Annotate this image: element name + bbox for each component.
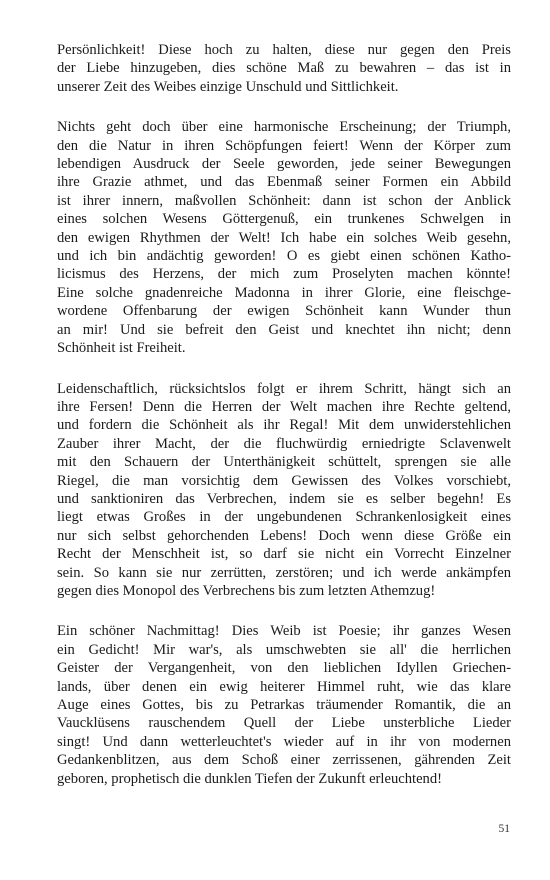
- paragraph-3: [57, 380, 511, 601]
- text-line: ein Gedicht! Mir war's, als umschwebten sie all' die herrlichen: [57, 641, 511, 658]
- text-line: Ein schöner Nachmittag! Dies Weib ist Poesie; ihr ganzes Wesen: [57, 623, 511, 640]
- paragraph-4: [57, 622, 511, 788]
- text-line: lebendigen Ausdruck der Seele geworden, jede seiner Bewegungen: [57, 156, 511, 173]
- text-line: und sanktioniren das Verbrechen, indem sie es selber begehn! Es: [57, 490, 511, 507]
- text-line: Eine solche gnadenreiche Madonna in ihrer Glorie, eine fleischge-: [57, 284, 511, 301]
- text-line: an mir! Und sie befreit den Geist und knechtet ihn nicht; denn: [57, 321, 511, 338]
- text-line: liegt etwas Großes in der ungebundenen Schrankenlosigkeit eines: [57, 509, 511, 526]
- text-line: ihre Fersen! Denn die Herren der Welt machen ihre Rechte geltend,: [57, 398, 511, 415]
- text-line: Zauber ihrer Macht, der die fluchwürdig erniedrigte Sclavenwelt: [57, 435, 511, 452]
- text-line: unserer Zeit des Weibes einzige Unschuld und Sittlichkeit.: [57, 78, 399, 95]
- text-line: Recht der Menschheit ist, so darf sie nicht ein Vorrecht Einzelner: [57, 546, 511, 563]
- text-line: der Liebe hinzugeben, dies schöne Maß zu bewahren – das ist in: [57, 60, 511, 77]
- text-line: Gedankenblitzen, aus dem Schoß einer zerrissenen, gährenden Zeit: [57, 752, 511, 769]
- text-line: eines solchen Wesens Göttergenuß, ein trunkenes Schwelgen in: [57, 211, 511, 228]
- text-line: gegen dies Monopol des Verbrechens bis zum letzten Athemzug!: [57, 582, 436, 599]
- paragraph-2: [57, 118, 511, 357]
- text-line: und ich bin andächtig geworden! O es giebt einen schönen Katho-: [57, 248, 511, 265]
- text-line: licismus des Herzens, der mich zum Proselyten machen könnte!: [57, 266, 511, 283]
- page-number: 51: [498, 823, 510, 835]
- text-line: sein. So kann sie nur zerrütten, zerstören; und ich werde ankämpfen: [57, 564, 511, 581]
- text-line: singt! Und dann wetterleuchtet's wieder auf in ihr von modernen: [57, 733, 511, 750]
- text-line: ist ihrer innern, maßvollen Schönheit: dann ist schon der Anblick: [57, 192, 511, 209]
- text-line: Schönheit ist Freiheit.: [57, 340, 186, 357]
- text-line: Geister der Vergangenheit, von den lieblichen Idyllen Griechen-: [57, 660, 511, 677]
- text-line: den die Natur in ihren Schöpfungen feiert! Wenn der Körper zum: [57, 137, 511, 154]
- paragraph-1: [57, 41, 511, 96]
- text-line: lands, über denen ein ewig heiterer Himmel ruht, wie das klare: [57, 678, 511, 695]
- text-line: den ewigen Rhythmen der Welt! Ich habe ein solches Weib gesehn,: [57, 229, 511, 246]
- text-line: Leidenschaftlich, rücksichtslos folgt er ihrem Schritt, hängt sich an: [57, 380, 511, 397]
- page-body: [57, 41, 511, 810]
- text-line: geboren, prophetisch die dunklen Tiefen der Zukunft erleuchtend!: [57, 770, 443, 787]
- text-line: Nichts geht doch über eine harmonische Erscheinung; der Triumph,: [57, 119, 511, 136]
- text-line: und fordern die Schönheit als ihr Regal! Mit dem unwiderstehlichen: [57, 417, 511, 434]
- text-line: Vaucklüsens rauschendem Quell der Liebe unsterbliche Lieder: [57, 715, 511, 732]
- text-line: mit den Schauern der Unterthänigkeit schüttelt, sprengen sie alle: [57, 454, 511, 471]
- text-line: Auge eines Gottes, bis zu Petrarkas träumender Romantik, die an: [57, 697, 511, 713]
- text-line: Riegel, die man vorsichtig dem Gewissen des Volkes vorschiebt,: [57, 472, 511, 489]
- text-line: nur sich selbst gehorchenden Lebens! Doch wenn diese Größe ein: [57, 527, 511, 544]
- text-line: Persönlichkeit! Diese hoch zu halten, diese nur gegen den Preis: [57, 42, 511, 58]
- text-line: ihre Grazie athmet, und das Ebenmaß seiner Formen ein Abbild: [57, 174, 511, 191]
- text-line: wordene Offenbarung der ewigen Schönheit kann Wunder thun: [57, 303, 511, 320]
